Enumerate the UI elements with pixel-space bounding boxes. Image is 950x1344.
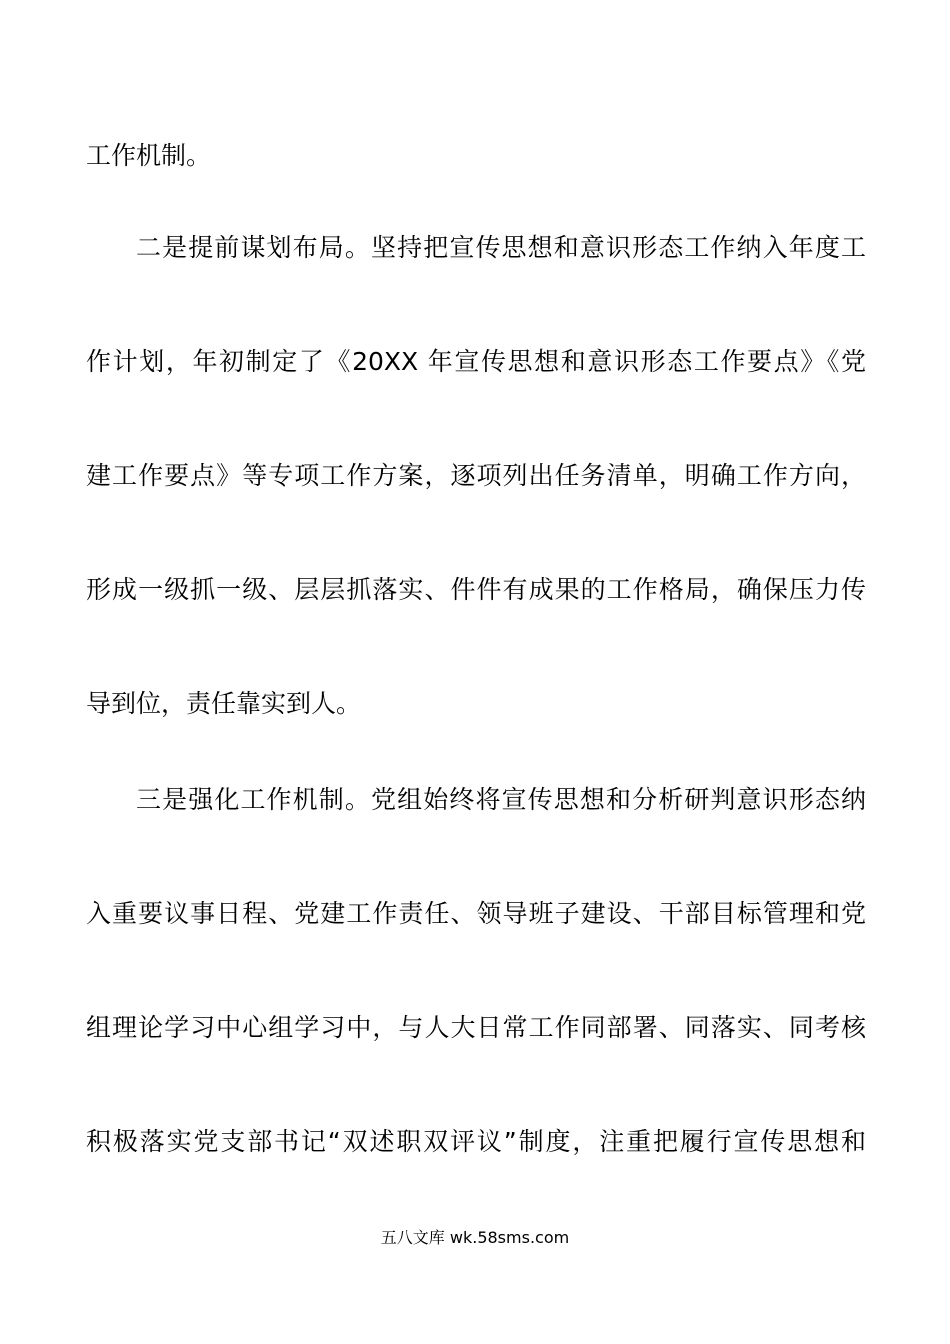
paragraph-line: 建工作要点》等专项工作方案，逐项列出任务清单，明确工作方向， bbox=[86, 461, 866, 490]
paragraph-line: 入重要议事日程、党建工作责任、领导班子建设、干部目标管理和党 bbox=[86, 899, 866, 928]
paragraph-line: 组理论学习中心组学习中，与人大日常工作同部署、同落实、同考核 bbox=[86, 1013, 866, 1042]
page-footer: 五八文库 wk.58sms.com bbox=[380, 1228, 570, 1247]
paragraph-line: 二是提前谋划布局。坚持把宣传思想和意识形态工作纳入年度工 bbox=[136, 233, 866, 262]
paragraph-line: 作计划，年初制定了《20XX 年宣传思想和意识形态工作要点》《党 bbox=[86, 347, 866, 376]
paragraph-line: 三是强化工作机制。党组始终将宣传思想和分析研判意识形态纳 bbox=[136, 785, 866, 814]
paragraph-line: 工作机制。 bbox=[86, 141, 212, 170]
paragraph-line: 导到位，责任靠实到人。 bbox=[86, 689, 362, 718]
paragraph-line: 形成一级抓一级、层层抓落实、件件有成果的工作格局，确保压力传 bbox=[86, 575, 866, 604]
paragraph-line: 积极落实党支部书记“双述职双评议”制度，注重把履行宣传思想和 bbox=[86, 1127, 866, 1156]
